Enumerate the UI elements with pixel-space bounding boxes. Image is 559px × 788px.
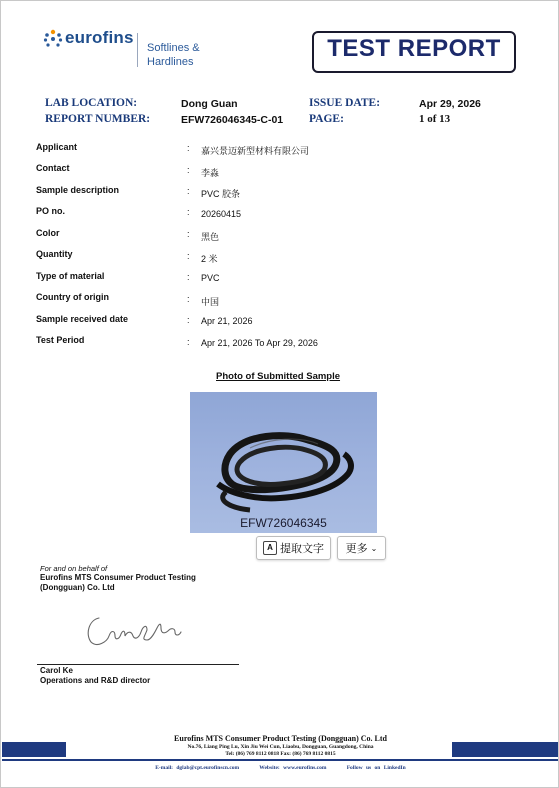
colon: : <box>187 229 190 239</box>
color-value: 黑色 <box>201 232 220 242</box>
colon: : <box>187 207 190 217</box>
text-recognition-icon: A <box>263 541 277 555</box>
rubber-strip-drawing <box>190 392 377 533</box>
signatory-name: Carol Ke <box>40 666 73 675</box>
footer-phone: Tel: (86) 769 8112 0818 Fax: (86) 769 8112 0815 <box>225 751 336 757</box>
colon: : <box>187 315 190 325</box>
issue-date-label: ISSUE DATE: <box>309 97 381 109</box>
signing-company-line1: Eurofins MTS Consumer Product Testing <box>40 573 196 582</box>
chevron-down-icon: ⌄ <box>370 543 378 553</box>
po-number-value: 20260415 <box>201 209 242 219</box>
applicant-value: 嘉兴景迈新型材料有限公司 <box>201 146 310 156</box>
applicant-label: Applicant <box>36 142 78 152</box>
issue-date-value: Apr 29, 2026 <box>419 98 481 110</box>
on-behalf-text: For and on behalf of <box>40 564 108 573</box>
report-number-label: REPORT NUMBER: <box>45 113 151 125</box>
material-type-label: Type of material <box>36 271 105 281</box>
handwritten-signature <box>81 606 186 651</box>
received-date-label: Sample received date <box>36 314 129 324</box>
material-type-value: PVC <box>201 273 220 283</box>
colon: : <box>187 337 190 347</box>
logo-divider <box>137 33 138 67</box>
colon: : <box>187 251 190 261</box>
brand-logo-text: eurofins <box>65 28 134 47</box>
page-label: PAGE: <box>309 113 344 125</box>
signing-company-line2: (Dongguan) Co. Ltd <box>40 583 115 592</box>
photo-title: Photo of Submitted Sample <box>216 371 341 382</box>
sample-photo <box>190 392 377 533</box>
signature-line <box>37 664 239 665</box>
color-label: Color <box>36 228 60 238</box>
quantity-label: Quantity <box>36 249 73 259</box>
quantity-value: 2 米 <box>201 254 218 264</box>
country-of-origin-label: Country of origin <box>36 292 109 302</box>
eurofins-logo-icon <box>43 29 63 49</box>
test-period-label: Test Period <box>36 335 85 345</box>
more-button[interactable] <box>337 536 386 560</box>
colon: : <box>187 294 190 304</box>
sample-description-label: Sample description <box>36 185 120 195</box>
country-of-origin-value: 中国 <box>201 297 220 307</box>
extract-text-label: 提取文字 <box>280 543 324 555</box>
colon: : <box>187 143 190 153</box>
page-value: 1 of 13 <box>419 113 451 125</box>
footer-website[interactable]: Website: www.eurofins.com <box>259 765 327 771</box>
footer-email[interactable]: E-mail: dglab@cpt.eurofinscn.com <box>155 765 240 771</box>
colon: : <box>187 186 190 196</box>
signatory-role: Operations and R&D director <box>40 676 151 685</box>
sample-description-value: PVC 胶条 <box>201 189 241 199</box>
received-date-value: Apr 21, 2026 <box>201 316 253 326</box>
footer-rule <box>2 759 558 761</box>
footer-company: Eurofins MTS Consumer Product Testing (Dongguan) Co. Ltd <box>174 734 387 743</box>
test-period-value: Apr 21, 2026 To Apr 29, 2026 <box>201 338 318 348</box>
more-label: 更多 <box>345 543 368 555</box>
colon: : <box>187 272 190 282</box>
contact-value: 李淼 <box>201 168 220 178</box>
colon: : <box>187 165 190 175</box>
report-number-value: EFW726046345-C-01 <box>181 114 284 126</box>
sub-brand <box>147 41 200 69</box>
footer-links <box>1 765 559 771</box>
po-number-label: PO no. <box>36 206 65 216</box>
report-title: TEST REPORT <box>327 35 501 62</box>
sub-brand-line2: Hardlines <box>147 56 194 68</box>
contact-label: Contact <box>36 163 70 173</box>
footer-linkedin[interactable]: Follow us on LinkedIn <box>346 765 406 771</box>
photo-caption: EFW726046345 <box>240 516 327 530</box>
sub-brand-line1: Softlines & <box>147 42 200 54</box>
lab-location-label: LAB LOCATION: <box>45 97 138 109</box>
extract-text-button[interactable] <box>256 536 331 560</box>
footer-address: No.76, Liang Ping Lu, Xin Jiu Wei Cun, Liaobu, Dongguan, Guangdong, China <box>187 744 374 750</box>
signing-company <box>40 573 196 593</box>
lab-location-value: Dong Guan <box>181 98 238 110</box>
